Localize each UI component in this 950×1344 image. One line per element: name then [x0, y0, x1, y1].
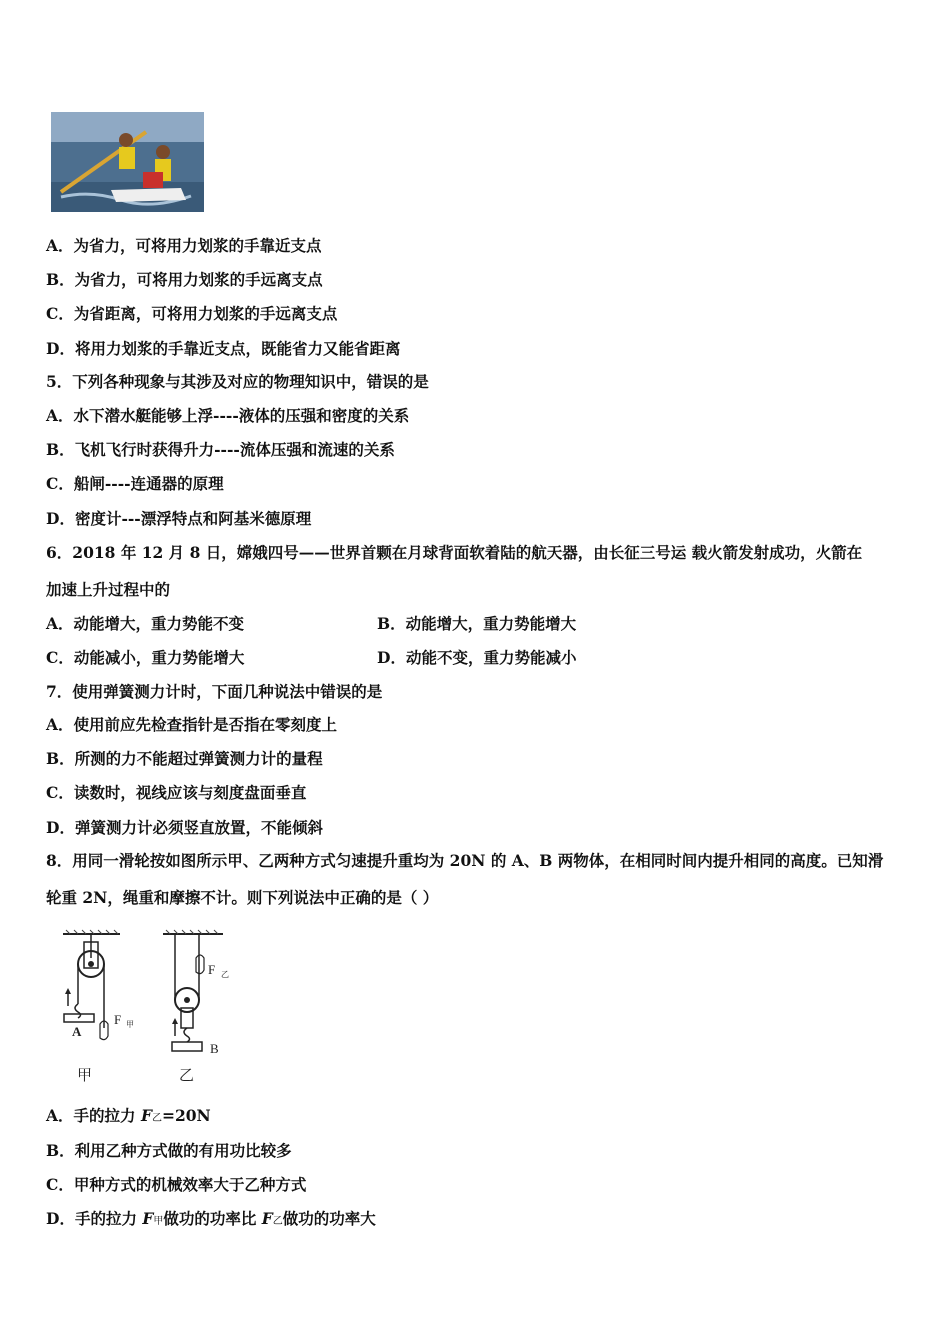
- q5-option-b: B．飞机飞行时获得升力----流体压强和流速的关系: [46, 440, 395, 459]
- q8-option-d: D．手的拉力 F甲做功的功率比 F乙做功的功率大: [46, 1209, 376, 1228]
- pulley-diagram: [58, 928, 258, 1088]
- q5-option-c: C．船闸----连通器的原理: [46, 474, 224, 493]
- label-f-yi-sub: 乙: [221, 970, 229, 979]
- q7-stem: 7．使用弹簧测力计时，下面几种说法中错误的是: [46, 682, 383, 701]
- q7-option-a: A．使用前应先检查指针是否指在零刻度上: [46, 715, 338, 734]
- label-f-jia: F: [114, 1012, 122, 1027]
- q6-option-d: D．动能不变，重力势能减小: [377, 648, 577, 667]
- label-b: B: [210, 1041, 219, 1056]
- q6-option-b: B．动能增大，重力势能增大: [377, 614, 577, 633]
- canoe-athletes-photo: [51, 112, 204, 212]
- q8-option-c: C．甲种方式的机械效率大于乙种方式: [46, 1175, 307, 1194]
- q5-stem: 5．下列各种现象与其涉及对应的物理知识中，错误的是: [46, 372, 429, 391]
- q4-option-d: D．将用力划浆的手靠近支点，既能省力又能省距离: [46, 339, 401, 358]
- q6-option-a: A．动能增大，重力势能不变: [46, 614, 245, 633]
- q6-stem-line1: 6．2018 年 12 月 8 日，嫦娥四号——世界首颗在月球背面软着陆的航天器，由长征三号运 载火箭发射成功，火箭在: [46, 543, 863, 562]
- q6-stem-line2: 加速上升过程中的: [46, 580, 171, 599]
- q5-option-d: D．密度计---漂浮特点和阿基米德原理: [46, 509, 312, 528]
- q5-option-a: A．水下潜水艇能够上浮----液体的压强和密度的关系: [46, 406, 410, 425]
- label-jia: 甲: [77, 1068, 93, 1084]
- q8-stem-line2: 轮重 2N，绳重和摩擦不计。则下列说法中正确的是（ ）: [46, 888, 439, 907]
- q4-option-b: B．为省力，可将用力划浆的手远离支点: [46, 270, 323, 289]
- label-f-yi: F: [208, 962, 216, 977]
- q8-stem-line1: 8．用同一滑轮按如图所示甲、乙两种方式匀速提升重均为 20N 的 A、B 两物体，在相同时间内提升相同的高度。已知滑: [46, 851, 884, 870]
- movable-pulley-yi: [163, 930, 229, 1084]
- q4-option-a: A．为省力，可将用力划浆的手靠近支点: [46, 236, 322, 255]
- q7-option-d: D．弹簧测力计必须竖直放置，不能倾斜: [46, 818, 323, 837]
- q7-option-c: C．读数时，视线应该与刻度盘面垂直: [46, 783, 307, 802]
- q7-option-b: B．所测的力不能超过弹簧测力计的量程: [46, 749, 323, 768]
- fixed-pulley-jia: [63, 930, 134, 1084]
- q4-option-c: C．为省距离，可将用力划浆的手远离支点: [46, 304, 338, 323]
- q8-option-b: B．利用乙种方式做的有用功比较多: [46, 1141, 292, 1160]
- label-yi: 乙: [179, 1068, 195, 1084]
- label-a: A: [72, 1024, 82, 1039]
- q8-option-a: A．手的拉力 F乙=20N: [46, 1106, 211, 1125]
- label-f-jia-sub: 甲: [126, 1020, 134, 1029]
- q6-option-c: C．动能减小，重力势能增大: [46, 648, 245, 667]
